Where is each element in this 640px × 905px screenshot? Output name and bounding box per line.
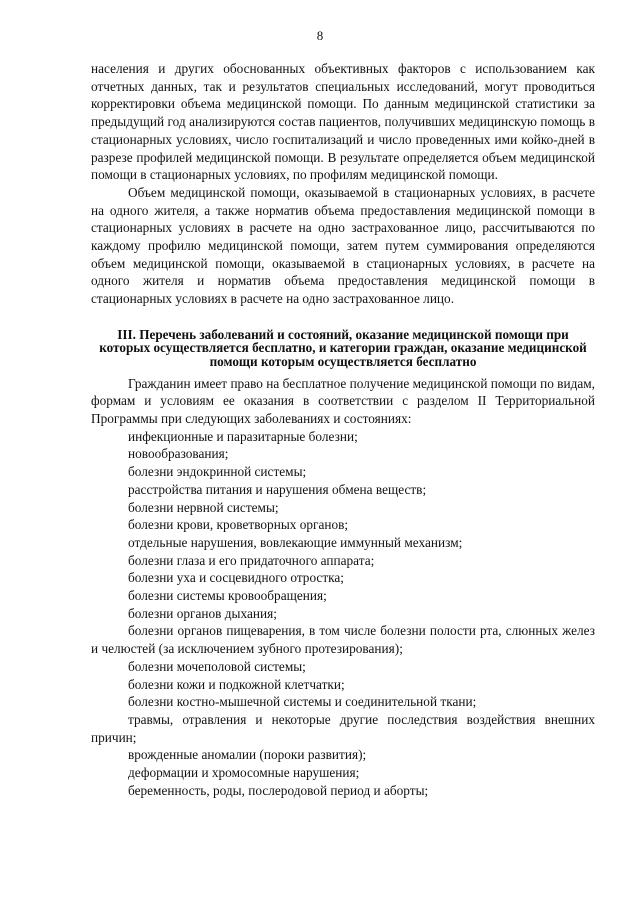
list-item: болезни нервной системы; (128, 499, 279, 515)
list-item: болезни уха и сосцевидного отростка; (128, 570, 344, 586)
list-item: отдельные нарушения, вовлекающие иммунный механизм; (128, 534, 463, 550)
list-item: деформации и хромосомные нарушения; (128, 765, 360, 781)
list-item: болезни глаза и его придаточного аппарата; (128, 552, 375, 568)
section-heading: III. Перечень заболеваний и состояний, оказание медицинской помощи при которых осуществляется бесплатно, и категории граждан, оказание медицинской помощи которым осуществляется бесплатно (99, 326, 587, 370)
list-item: болезни кожи и подкожной клетчатки; (128, 676, 345, 692)
list-item: болезни мочеполовой системы; (128, 658, 306, 674)
paragraph-continuation: населения и других обоснованных объективных факторов с использованием как отчетных данных, так и результатов специальных исследований, могут проводиться корректировки объема медицинской помощи. По данным медицинской статистики за предыдущий год анализируются состав пациентов, получивших медицинскую помощь в стационарных условиях, число госпитализаций и число проведенных ими койко-дней в разрезе профилей медицинской помощи. В результате определяется объем медицинской помощи в стационарных условиях, по профилям медицинской помощи. (91, 61, 595, 183)
list-item: расстройства питания и нарушения обмена веществ; (128, 481, 427, 497)
page-number: 8 (316, 28, 324, 43)
list-item: инфекционные и паразитарные болезни; (128, 428, 358, 444)
list-item: болезни эндокринной системы; (128, 464, 307, 480)
list-item: болезни крови, кроветворных органов; (128, 517, 349, 533)
list-item: болезни костно-мышечной системы и соединительной ткани; (128, 694, 477, 710)
paragraph-intro: Гражданин имеет право на бесплатное получение медицинской помощи по видам, формам и условиям ее оказания в соответствии с разделом II Территориальной Программы при следующих заболеваниях и состояниях: (91, 375, 595, 427)
list-item: беременность, роды, послеродовой период и аборты; (128, 782, 429, 798)
document-body (91, 60, 595, 800)
list-item: болезни органов дыхания; (128, 605, 277, 621)
list-item: болезни органов пищеварения, в том числе болезни полости рта, слюнных желез и челюстей (за исключением зубного протезирования); (91, 623, 595, 657)
conditions-list (91, 428, 595, 800)
list-item: новообразования; (128, 446, 229, 462)
list-item: травмы, отравления и некоторые другие последствия воздействия внешних причин; (91, 711, 595, 745)
list-item: врожденные аномалии (пороки развития); (128, 747, 367, 763)
paragraph-volume-calculation: Объем медицинской помощи, оказываемой в стационарных условиях, в расчете на одного жителя, а также норматив объема предоставления медицинской помощи в стационарных условиях в расчете на одно застрахованное лицо, рассчитываются по каждому профилю медицинской помощи, затем путем суммирования определяются объем медицинской помощи, оказываемой в стационарных условиях, в расчете на одного жителя и норматив объема предоставления медицинской помощи в стационарных условиях в расчете на одно застрахованное лицо. (91, 184, 595, 307)
list-item: болезни системы кровообращения; (128, 588, 327, 604)
